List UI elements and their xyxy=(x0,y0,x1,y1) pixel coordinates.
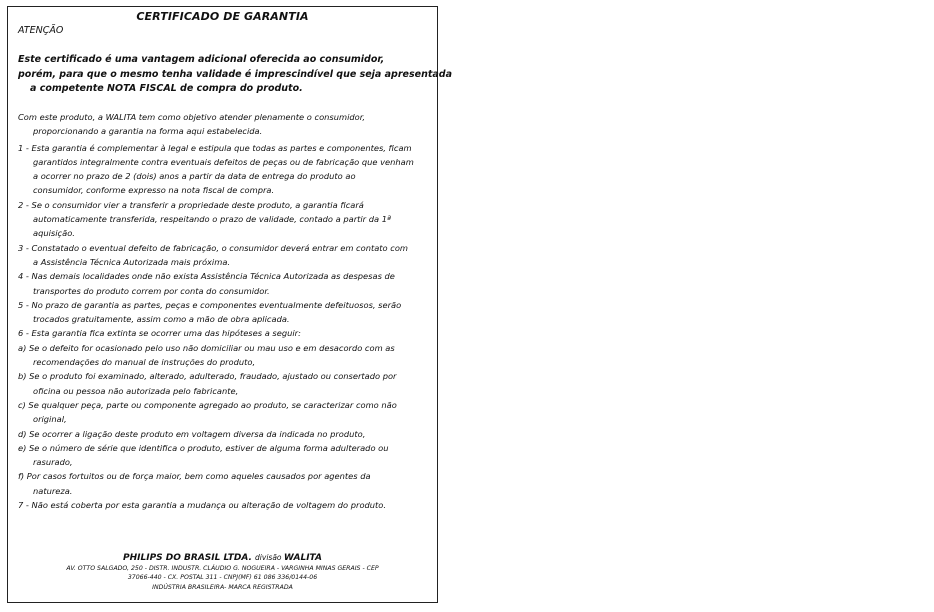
clause-line: automaticamente transferida, respeitando o prazo de validade, contado a partir da 1ª xyxy=(33,214,391,225)
clause-line: b) Se o produto foi examinado, alterado, adulterado, fraudado, ajustado ou consertado por xyxy=(18,371,397,382)
clause-line: original, xyxy=(33,414,67,425)
warranty-clause xyxy=(18,441,438,470)
warranty-clause xyxy=(18,326,438,340)
clause-line: c) Se qualquer peça, parte ou componente agregado ao produto, se caracterizar como não xyxy=(18,399,397,410)
clause-line: Com este produto, a WALITA tem como objetivo atender plenamente o consumidor, xyxy=(18,112,366,122)
clause-line: 2 - Se o consumidor vier a transferir a propriedade deste produto, a garantia ficará xyxy=(18,199,364,210)
company-footer xyxy=(8,552,437,593)
clause-line: d) Se ocorrer a ligação deste produto em voltagem diversa da indicada no produto, xyxy=(18,428,366,439)
warranty-certificate xyxy=(7,6,453,603)
division-label xyxy=(255,553,322,562)
intro-notice xyxy=(18,53,453,97)
address-line: INDÚSTRIA BRASILEIRA- MARCA REGISTRADA xyxy=(152,583,293,591)
warranty-clause xyxy=(18,298,438,327)
clause-line: 6 - Esta garantia fica extinta se ocorrer uma das hipóteses a seguir: xyxy=(18,328,301,339)
clause-line: garantidos integralmente contra eventuais defeitos de peças ou de fabricação que venham xyxy=(33,156,414,167)
warranty-clause xyxy=(18,427,438,441)
clause-line: 5 - No prazo de garantia as partes, peças e componentes eventualmente defeituosos, serão xyxy=(18,299,402,310)
clause-line: natureza. xyxy=(33,485,73,496)
warranty-terms xyxy=(18,110,438,512)
warranty-clause xyxy=(18,269,438,298)
clause-line: a Assistência Técnica Autorizada mais próxima. xyxy=(33,256,231,267)
clause-line: 7 - Não está coberta por esta garantia a mudança ou alteração de voltagem do produto. xyxy=(18,500,387,511)
clause-line: rasurado, xyxy=(33,457,73,468)
clause-line: proporcionando a garantia na forma aqui estabelecida. xyxy=(33,126,263,137)
attention-label: ATENÇÃO xyxy=(18,25,64,36)
warranty-clause xyxy=(18,469,438,498)
clause-line: e) Se o número de série que identifica o produto, estiver de alguma forma adulterado ou xyxy=(18,442,389,453)
clause-line: oficina ou pessoa não autorizada pelo fabricante, xyxy=(33,385,239,396)
warranty-clause xyxy=(18,398,438,427)
warranty-clause xyxy=(18,141,438,198)
warranty-clause xyxy=(18,369,438,398)
warranty-clause xyxy=(18,110,438,139)
clause-line: f) Por casos fortuitos ou de força maior, bem como aqueles causados por agentes da xyxy=(18,471,371,482)
warranty-clause xyxy=(18,198,438,241)
company-line xyxy=(8,552,437,564)
warranty-clause xyxy=(18,341,438,370)
intro-line: a competente NOTA FISCAL de compra do produto. xyxy=(30,83,303,94)
intro-line: porém, para que o mesmo tenha validade é imprescindível que seja apresentada xyxy=(18,68,453,80)
warranty-clause xyxy=(18,241,438,270)
clause-line: transportes do produto correm por conta do consumidor. xyxy=(33,285,270,296)
clause-line: aquisição. xyxy=(33,228,75,239)
clause-line: 4 - Nas demais localidades onde não exista Assistência Técnica Autorizada as despesas de xyxy=(18,271,395,282)
warranty-clause xyxy=(18,498,438,512)
certificate-title: CERTIFICADO DE GARANTIA xyxy=(136,10,309,23)
company-name: PHILIPS DO BRASIL LTDA. xyxy=(123,552,252,563)
clause-line: consumidor, conforme expresso na nota fiscal de compra. xyxy=(33,185,275,196)
intro-line: Este certificado é uma vantagem adicional oferecida ao consumidor, xyxy=(18,54,385,65)
division-prefix: divisão xyxy=(255,552,282,562)
clause-line: a) Se o defeito for ocasionado pelo uso não domiciliar ou mau uso e em desacordo com as xyxy=(18,342,395,353)
clause-line: 3 - Constatado o eventual defeito de fabricação, o consumidor deverá entrar em contato com xyxy=(18,242,408,253)
clause-line: a ocorrer no prazo de 2 (dois) anos a partir da data de entrega do produto ao xyxy=(33,171,356,182)
clause-line: 1 - Esta garantia é complementar à legal e estipula que todas as partes e componentes, ficam xyxy=(18,142,412,153)
clause-line: recomendações do manual de instruções do produto, xyxy=(33,357,256,368)
address-line: AV. OTTO SALGADO, 250 - DISTR. INDUSTR. CLÁUDIO G. NOGUEIRA - VARGINHA MINAS GERAIS - CEP xyxy=(66,564,379,572)
address-line: 37066-440 - CX. POSTAL 311 - CNPJ(MF) 61 086 336/0144-06 xyxy=(127,574,318,581)
clause-line: trocados gratuitamente, assim como a mão de obra aplicada. xyxy=(33,314,290,325)
division-name: WALITA xyxy=(283,552,322,563)
